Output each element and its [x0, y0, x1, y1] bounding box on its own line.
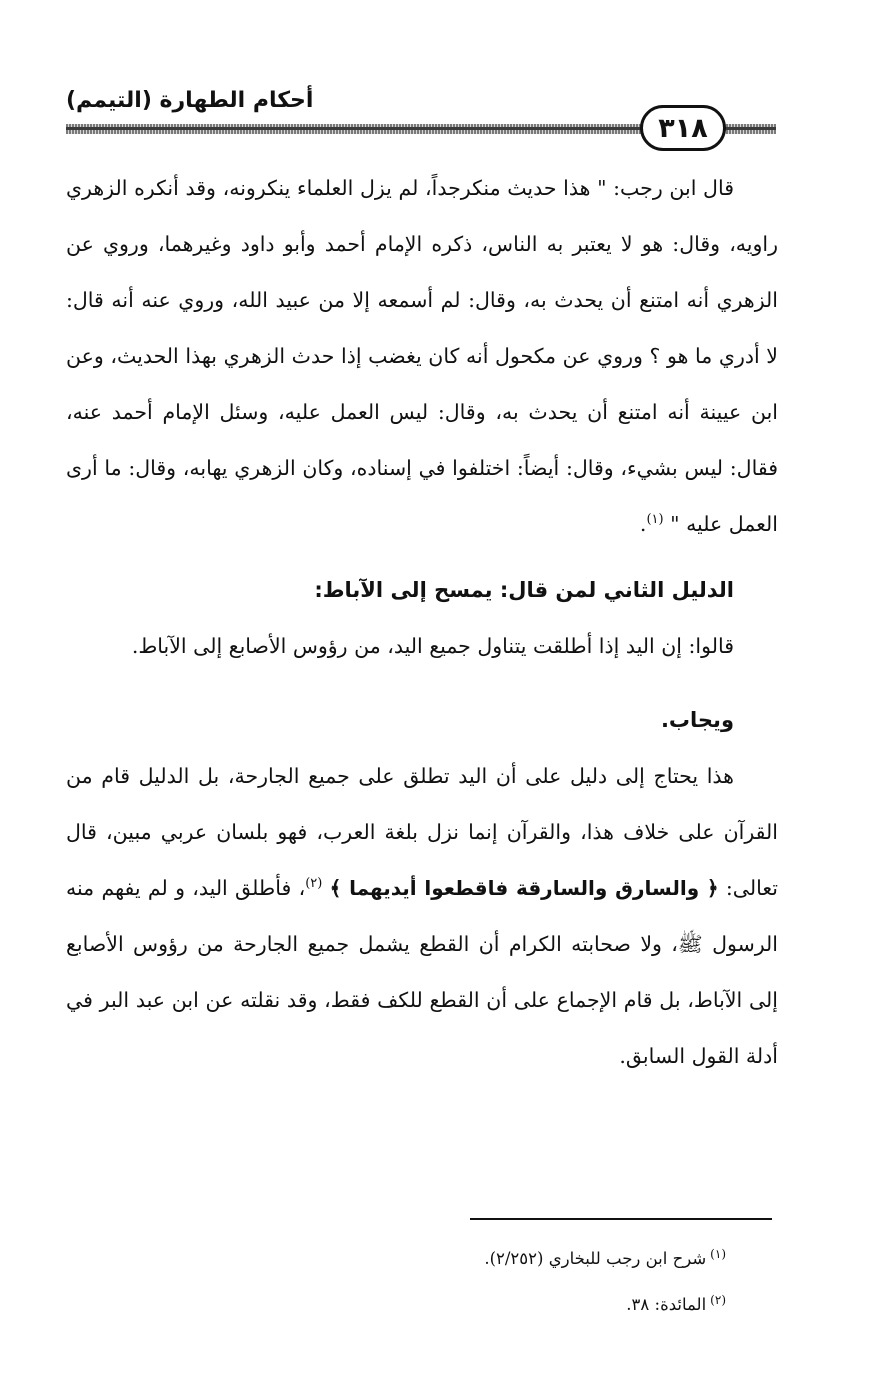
footnote-mark: (١)	[710, 1246, 726, 1261]
footnote-2	[66, 1282, 726, 1328]
running-title: أحكام الطهارة (التيمم)	[66, 88, 314, 113]
paragraph-quote-text: قال ابن رجب: " هذا حديث منكرجداً، لم يزل العلماء ينكرونه، وقد أنكره الزهري راويه، وقال: هو لا يعتبر به الناس، ذكره الإمام أحمد وأبو داود وغيرهما، وروي عن الزهري أنه امتنع أن يحدث به، وقال: لم أسمعه إلا من عبيد الله، وروي عنه أنه قال: لا أدري ما هو ؟ وروي عن مكحول أنه كان يغضب إذا حدث الزهري بهذا الحديث، وعن ابن عيينة أنه امتنع أن يحدث به، وقال: ليس العمل عليه، وسئل الإمام أحمد عنه، فقال: ليس بشيء، وقال: أيضاً: اختلفوا في إسناده، وكان الزهري يهابه، وقال: ما أرى العمل عليه "	[66, 176, 778, 536]
spacer	[66, 552, 778, 562]
section-heading-second-evidence: الدليل الثاني لمن قال: يمسح إلى الآباط:	[314, 578, 734, 602]
paragraph-response-continuation: ، فأطلق اليد، و لم يفهم منه الرسول ﷺ، ولا صحابته الكرام أن القطع يشمل جميع الجارحة من رؤوس الأصابع إلى الآباط، بل قام الإجماع على أن القطع للكف فقط، وقد نقلته عن ابن عبد البر في أدلة القول السابق.	[66, 876, 778, 1068]
footnotes	[66, 1236, 726, 1328]
page-number: ٣١٨	[640, 105, 726, 151]
paragraph-response-text: هذا يحتاج إلى دليل على أن اليد تطلق على جميع الجارحة، بل الدليل قام من القرآن على خلاف هذا، والقرآن إنما نزل بلغة العرب، فهو بلسان عربي مبين، قال تعالى:	[66, 764, 778, 900]
footnote-text: شرح ابن رجب للبخاري (٢/٢٥٢).	[484, 1249, 707, 1268]
paragraph-quote-end: .	[639, 512, 647, 536]
footnote-mark: (٢)	[710, 1292, 726, 1307]
footnote-1	[66, 1236, 726, 1282]
section-heading-response: ويجاب.	[660, 708, 734, 732]
footnote-ref-1: (١)	[646, 512, 664, 528]
footnote-text: المائدة: ٣٨.	[626, 1295, 707, 1314]
footnote-separator	[470, 1218, 772, 1220]
paragraph-response	[66, 748, 778, 1084]
paragraph-quote	[66, 160, 778, 552]
quran-verse: ﴿ والسارق والسارقة فاقطعوا أيديهما ﴾	[329, 876, 719, 900]
footnote-ref-2: (٢)	[305, 876, 323, 892]
spacer	[66, 674, 778, 692]
paragraph-evidence: قالوا: إن اليد إذا أطلقت يتناول جميع اليد، من رؤوس الأصابع إلى الآباط.	[131, 634, 734, 658]
main-text	[66, 160, 778, 1084]
